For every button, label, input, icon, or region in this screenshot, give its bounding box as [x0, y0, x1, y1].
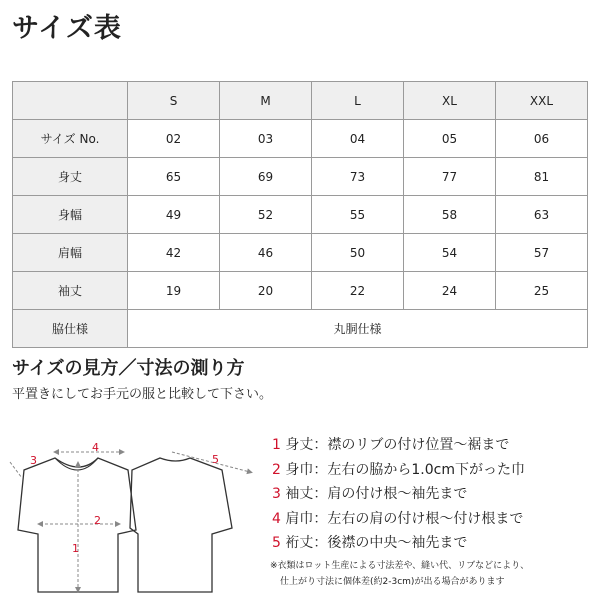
table-header-cell: XXL: [496, 82, 588, 120]
table-cell: 24: [404, 272, 496, 310]
row-label: 脇仕様: [13, 310, 128, 348]
table-cell: 20: [220, 272, 312, 310]
legend-text: 袖丈：肩の付け根〜袖先まで: [285, 486, 468, 502]
back-shirt-outline: [130, 458, 232, 592]
footnote: [270, 558, 529, 590]
legend-text: 身巾：左右の脇から1.0cm下がった巾: [285, 461, 525, 478]
table-row: [13, 310, 588, 348]
row-label: サイズ No.: [13, 120, 128, 158]
table-row: [13, 272, 588, 310]
table-cell: 57: [496, 234, 588, 272]
footnote-line: ※衣類はロット生産による寸法差や、縫い代、リブなどにより、: [270, 561, 530, 571]
diagram-label-3: 3: [30, 454, 37, 467]
diagram-label-4: 4: [92, 441, 99, 454]
legend-item: [272, 458, 525, 483]
legend-item: [272, 507, 525, 532]
table-cell: 73: [312, 158, 404, 196]
table-cell: 04: [312, 120, 404, 158]
legend-number: 5: [272, 535, 281, 551]
row-label: 身丈: [13, 158, 128, 196]
table-header-cell: [13, 82, 128, 120]
table-cell: 69: [220, 158, 312, 196]
footnote-line: 仕上がり寸法に個体差(約2-3cm)が出る場合があります: [280, 577, 505, 587]
legend-item: [272, 531, 525, 556]
diagram-label-5: 5: [212, 453, 219, 466]
table-cell: 77: [404, 158, 496, 196]
row-label: 肩幅: [13, 234, 128, 272]
table-cell: 丸胴仕様: [128, 310, 588, 348]
row-label: 身幅: [13, 196, 128, 234]
legend-number: 3: [272, 486, 281, 502]
table-header-row: [13, 82, 588, 120]
sleeve-line-back: [172, 452, 250, 472]
legend-item: [272, 482, 525, 507]
diagram-label-1: 1: [72, 542, 79, 555]
table-header-cell: S: [128, 82, 220, 120]
legend-text: 裄丈：後襟の中央〜袖先まで: [285, 535, 468, 551]
table-cell: 05: [404, 120, 496, 158]
row-label: 袖丈: [13, 272, 128, 310]
table-cell: 55: [312, 196, 404, 234]
table-cell: 49: [128, 196, 220, 234]
table-header-cell: XL: [404, 82, 496, 120]
measure-note: 平置きにしてお手元の服と比較して下さい。: [12, 387, 273, 402]
table-cell: 81: [496, 158, 588, 196]
measure-legend: [272, 433, 525, 556]
table-row: [13, 158, 588, 196]
table-cell: 54: [404, 234, 496, 272]
legend-number: 4: [272, 510, 281, 527]
table-row: [13, 196, 588, 234]
legend-number: 2: [272, 461, 281, 478]
diagram-label-2: 2: [94, 514, 101, 527]
legend-number: 1: [272, 437, 281, 453]
legend-text: 肩巾：左右の肩の付け根〜付け根まで: [285, 510, 524, 527]
table-cell: 58: [404, 196, 496, 234]
table-row: [13, 120, 588, 158]
legend-item: [272, 433, 525, 458]
tshirt-diagram: [0, 430, 262, 600]
front-shirt-outline: [18, 458, 136, 592]
sleeve-length-line: [10, 462, 22, 478]
measure-title: サイズの見方／寸法の測り方: [12, 358, 245, 379]
table-cell: 63: [496, 196, 588, 234]
table-cell: 03: [220, 120, 312, 158]
table-cell: 25: [496, 272, 588, 310]
table-header-cell: L: [312, 82, 404, 120]
table-cell: 52: [220, 196, 312, 234]
table-cell: 65: [128, 158, 220, 196]
front-neck-line: [55, 458, 98, 470]
size-table: [12, 81, 588, 348]
legend-text: 身丈：襟のリブの付け位置〜裾まで: [285, 437, 510, 453]
table-cell: 42: [128, 234, 220, 272]
table-cell: 19: [128, 272, 220, 310]
page-title: サイズ表: [12, 13, 122, 44]
table-cell: 22: [312, 272, 404, 310]
table-cell: 02: [128, 120, 220, 158]
table-cell: 50: [312, 234, 404, 272]
table-cell: 06: [496, 120, 588, 158]
table-header-cell: M: [220, 82, 312, 120]
table-row: [13, 234, 588, 272]
table-cell: 46: [220, 234, 312, 272]
